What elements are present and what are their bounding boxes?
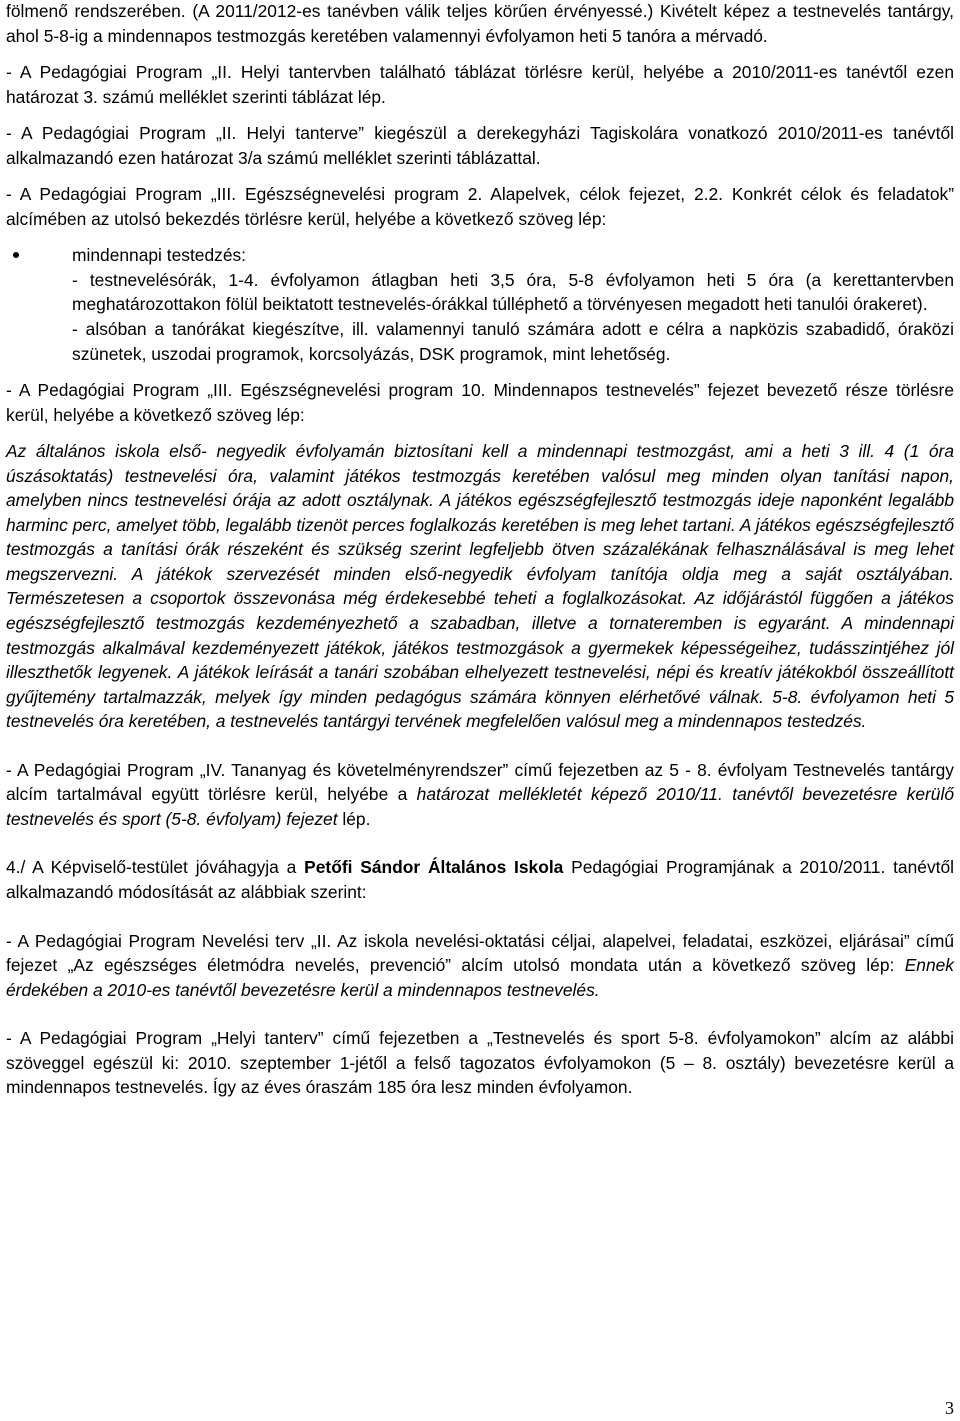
paragraph-6-end: lép.	[337, 808, 371, 829]
paragraph-4: - A Pedagógiai Program „III. Egészségnevelési program 10. Mindennapos testnevelés” fejezet bevezető része törlésre kerül, helyébe a következő szöveg lép:	[6, 380, 954, 425]
bullet-title: mindennapi testedzés:	[72, 245, 247, 266]
paragraph-6-italic: határozat mellékletét képező 2010/11. tanévtől bevezetésre kerülő testnevelés és sport (5-8. évfolyam) fejezet	[6, 784, 954, 829]
paragraph-5-text: Az általános iskola első- negyedik évfolyamán biztosítani kell a mindennapi testmozgást, ami a heti 3 ill. 4 (1 óra úszásoktatás) testnevelési óra, valamint játékos testmozgás keretében valósul meg minden olyan tanítási napon, amelyben nincs testnevelési órája az adott osztálynak. A játékos egészségfejlesztő testmozgás ideje naponként legalább harminc perc, amelyet több, legalább tizenöt perces foglalkozás keretében is meg lehet tartani. A játékos egészségfejlesztő testmozgás a tanítási órák részeként és szükség szerint legfeljebb ötven százalékának felhasználásával is meg lehet megszervezni. A játékok szervezését minden első-negyedik évfolyam tanítója oldja meg a saját osztályában. Természetesen a csoportok összevonása még érdekesebbé teheti a foglalkozásokat. Az időjárástól függően a játékos egészségfejlesztő testmozgás kezdeményezhető a szabadban, illetve a tornateremben is egyaránt. A mindennapi testmozgás alkalmával kezdeményezett játékok, játékos testmozgások a gyermekek képességeihez, tudásszintjéhez jól illeszthetők legyenek. A játékok leírását a tanári szobában elhelyezett testnevelési, népi és kreatív játékokból összeállított gyűjtemény tartalmazzák, melyek így minden pedagógus számára könnyen elérhetővé válnak. 5-8. évfolyamon heti 5 testnevelés óra keretében, a testnevelés tantárgyi tervének megfelelően valósul meg a mindennapos testedzés.	[6, 441, 954, 732]
paragraph-2: - A Pedagógiai Program „II. Helyi tanterve” kiegészül a derekegyházi Tagiskolára vonatkozó 2010/2011-es tanévtől alkalmazandó ezen határozat 3/a számú melléklet szerinti táblázattal.	[6, 123, 954, 168]
bullet-icon	[13, 252, 19, 258]
paragraph-8-italic: Ennek érdekében a 2010-es tanévtől bevezetésre kerül a mindennapos testnevelés.	[6, 955, 954, 1000]
paragraph-6	[6, 758, 954, 832]
dash-item-1: - testnevelésórák, 1-4. évfolyamon átlagban heti 3,5 óra, 5-8 évfolyamon heti 5 óra (a kerettantervben meghatározottakon fölül beiktatott testnevelés-órákkal túlléphető a törvényesen megadott heti tanulói órakeret).	[72, 269, 954, 315]
dash-item-2: - alsóban a tanórákat kiegészítve, ill. valamennyi tanuló számára adott e célra a napközis szabadidő, óraközi szünetek, uszodai programok, korcsolyázás, DSK programok, mint lehetőség.	[72, 319, 954, 364]
paragraph-7-end: Pedagógiai Programjának a 2010/2011. tanévtől alkalmazandó módosítását az alábbiak szerint:	[6, 857, 955, 902]
paragraph-7-text: 4./ A Képviselő-testület jóváhagyja a	[6, 857, 305, 878]
paragraph-intro: fölmenő rendszerében. (A 2011/2012-es tanévben válik teljes körűen érvényessé.) Kivételt képez a testnevelés tantárgy, ahol 5-8-ig a mindennapos testmozgás keretében valamennyi évfolyamon heti 5 tanóra a mérvadó.	[6, 1, 954, 46]
school-name: Petőfi Sándor Általános Iskola	[304, 857, 564, 878]
page-number: 3	[945, 1398, 954, 1418]
document-page	[6, 0, 954, 1100]
paragraph-8	[6, 929, 954, 1003]
paragraph-3: - A Pedagógiai Program „III. Egészségnevelési program 2. Alapelvek, célok fejezet, 2.2. Konkrét célok és feladatok” alcímében az utolsó bekezdés törlésre kerül, helyébe a következő szöveg lép:	[6, 184, 954, 229]
paragraph-1: - A Pedagógiai Program „II. Helyi tantervben található táblázat törlésre kerül, helyébe a 2010/2011-es tanévtől ezen határozat 3. számú melléklet szerinti táblázat lép.	[6, 62, 954, 107]
paragraph-9: - A Pedagógiai Program „Helyi tanterv” című fejezetben a „Testnevelés és sport 5-8. évfolyamokon” alcím az alábbi szöveggel egészül ki: 2010. szeptember 1-jétől a felső tagozatos évfolyamokon (5 – 8. osztály) bevezetésre kerül a mindennapos testnevelés. Így az éves óraszám 185 óra lesz minden évfolyamon.	[6, 1028, 954, 1098]
paragraph-6-text: - A Pedagógiai Program „IV. Tananyag és követelményrendszer” című fejezetben az 5 - 8. évfolyam Testnevelés tantárgy alcím tartalmával együtt törlésre kerül, helyébe a	[6, 759, 954, 805]
paragraph-7	[6, 855, 954, 904]
bullet-list-item	[6, 243, 954, 366]
paragraph-8-text: - A Pedagógiai Program Nevelési terv „II. Az iskola nevelési-oktatási céljai, alapelvei, feladatai, eszközei, eljárásai” című fejezet „Az egészséges életmódra nevelés, prevenció” alcím utolsó mondata után a következő szöveg lép:	[6, 930, 954, 976]
paragraph-5	[6, 439, 954, 734]
